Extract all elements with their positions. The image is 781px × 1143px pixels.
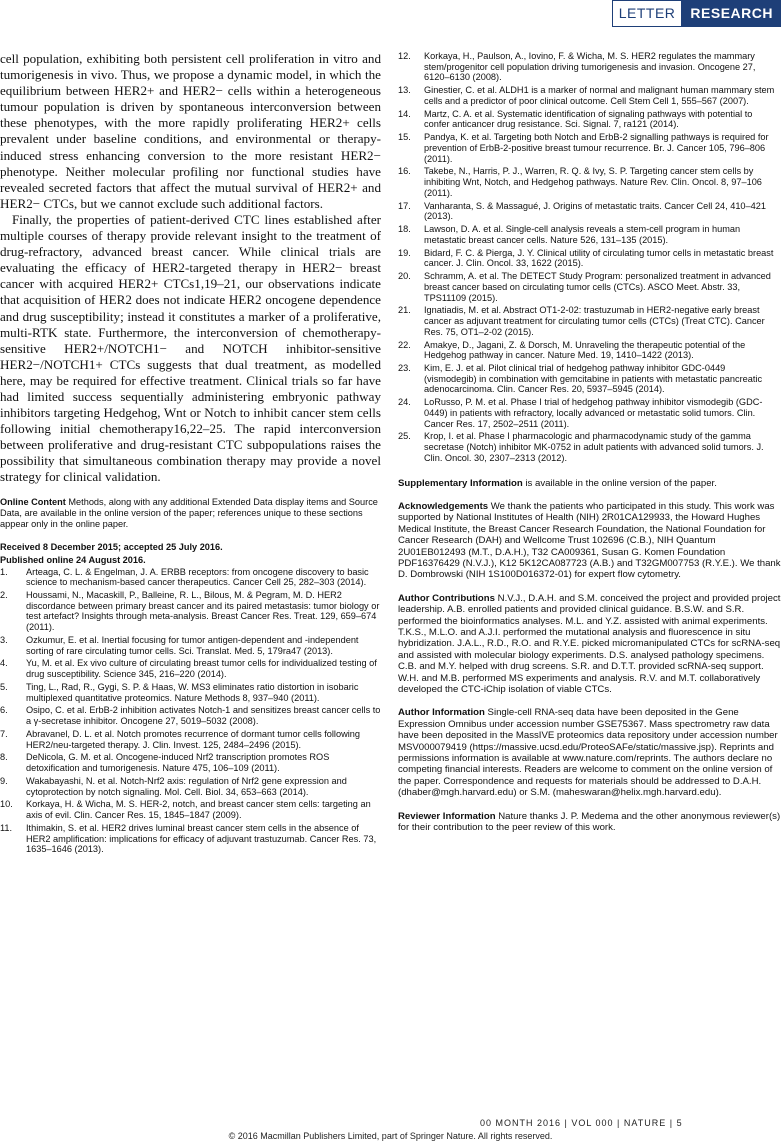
reference-item: 14. Martz, C. A. et al. Systematic identification of signaling pathways with potential to confer anticancer drug resistance. Sci. Signal. 7, ra121 (2014). [398, 108, 753, 130]
online-content-note [0, 497, 381, 531]
reference-item: 16. Takebe, N., Harris, P. J., Warren, R. Q. & Ivy, S. P. Targeting cancer stem cells by inhibiting Wnt, Notch, and Hedgehog pathways. Nature Rev. Clin. Oncol. 8, 97–106 (2011). [398, 166, 762, 198]
right-column [398, 51, 781, 834]
reference-item: 18. Lawson, D. A. et al. Single-cell analysis reveals a stem-cell program in human metastatic breast cancer cells. Nature 526, 131–135 (2015). [398, 224, 741, 245]
reference-item: 10. Korkaya, H. & Wicha, M. S. HER-2, notch, and breast cancer stem cells: targeting an axis of evil. Clin. Cancer Res. 15, 1845–1847 (2009). [0, 799, 371, 821]
reviewer-information [398, 811, 781, 834]
letter-label: LETTER [612, 0, 683, 27]
author-information-head: Author Information [398, 707, 485, 719]
reference-item: 6. Osipo, C. et al. ErbB-2 inhibition activates Notch-1 and sensitizes breast cancer cells to a γ-secretase inhibitor. Oncogene 27, 5019–5032 (2008). [0, 705, 381, 727]
references-left [0, 567, 381, 856]
received-date: Received 8 December 2015; accepted 25 July 2016. [0, 542, 223, 553]
reference-item: 7. Abravanel, D. L. et al. Notch promotes recurrence of dormant tumor cells following HER2/neu-targeted therapy. J. Clin. Invest. 125, 2484–2496 (2015). [0, 728, 360, 750]
reference-item: 17. Vanharanta, S. & Massagué, J. Origins of metastatic traits. Cancer Cell 24, 410–421 (2013). [398, 200, 766, 222]
published-date: Published online 24 August 2016. [0, 555, 146, 566]
acknowledgements [398, 501, 781, 581]
author-contributions [398, 593, 781, 696]
reference-item: 13. Ginestier, C. et al. ALDH1 is a marker of normal and malignant human mammary stem cells and a predictor of poor clinical outcome. Cell Stem Cell 1, 555–567 (2007). [398, 85, 775, 106]
online-content-head: Online Content [0, 496, 66, 507]
reference-item: 3. Ozkumur, E. et al. Inertial focusing for tumor antigen-dependent and -independent sorting of rare circulating tumor cells. Sci. Translat. Med. 5, 179ra47 (2013). [0, 634, 359, 656]
article-type-tag [612, 0, 781, 27]
reference-item: 5. Ting, L., Rad, R., Gygi, S. P. & Haas, W. MS3 eliminates ratio distortion in isobaric multiplexed quantitative proteomics. Nature Methods 8, 937–940 (2011). [0, 681, 359, 703]
online-content-text: Methods, along with any additional Extended Data display items and Source Data, are available in the online version of the paper; references unique to these sections appear only in the online paper. [0, 496, 378, 529]
supplementary-head: Supplementary Information [398, 477, 523, 489]
reference-item: 12. Korkaya, H., Paulson, A., Iovino, F. & Wicha, M. S. HER2 regulates the mammary stem/progenitor cell population driving tumorigenesis and invasion. Oncogene 27, 6120–6130 (2008). [398, 51, 756, 83]
reference-item: 22. Amakye, D., Jagani, Z. & Dorsch, M. Unraveling the therapeutic potential of the Hedgehog pathway in cancer. Nature Med. 19, 1410–1422 (2013). [398, 339, 746, 361]
reference-item: 20. Schramm, A. et al. The DETECT Study Program: personalized treatment in advanced breast cancer based on circulating tumor cells (CTCs). ASCO Meet. Abstr. 33, TPS11109 (2015). [398, 271, 771, 303]
author-contributions-head: Author Contributions [398, 592, 495, 604]
copyright-notice: © 2016 Macmillan Publishers Limited, part of Springer Nature. All rights reserved. [228, 1131, 553, 1141]
reference-item: 23. Kim, E. J. et al. Pilot clinical trial of hedgehog pathway inhibitor GDC-0449 (vismodegib) in combination with gemcitabine in patients with metastatic pancreatic adenocarcinoma. Clin. Cancer Res. 20, 5937–5945 (2014). [398, 363, 763, 395]
reference-item: 11. Ithimakin, S. et al. HER2 drives luminal breast cancer stem cells in the absence of HER2 amplification: implications for efficacy of adjuvant trastuzumab. Cancer Res. 73, 1635–1646 (2013). [0, 822, 377, 855]
research-label: RESEARCH [682, 0, 781, 27]
author-information-text: Single-cell RNA-seq data have been deposited in the Gene Expression Omnibus under accession number GSE75367. Mass spectrometry raw data have been deposited in the MassIVE proteomics data repository under accession number MSV000079419 (https://massive.ucsd.edu/ProteoSAFe/static/massive.jsp). Reprints and permissions information is available at www.nature.com/reprints. The authors declare no competing financial interests. Readers are welcome to comment on the online version of the paper. Correspondence and requests for materials should be addressed to D.A.H. (dhaber@mgh.harvard.edu) or S.M. (maheswaran@helix.mgh.harvard.edu). [398, 707, 778, 799]
acknowledgements-text: We thank the patients who participated in this study. This work was supported by National Institutes of Health (NIH) 2R01CA129933, the Howard Hughes Medical Institute, the Breast Cancer Research Foundation, the National Foundation for Cancer Research (DAH) and Wellcome Trust 102696 (C.B.), NIH Quantum 2U01EB012493 (M.T., D.A.H.), T32 CA009361, Susan G. Komen Foundation PDF16376429 (N.V.J.), K12 5K12CA087723 (A.B.) and T32GM007753 (R.Y.E.). We thank D. Dombrowski (NIH 1S100D016372-01) for expert flow cytometry. [398, 500, 781, 581]
reference-item: 15. Pandya, K. et al. Targeting both Notch and ErbB-2 signalling pathways is required for prevention of ErbB-2-positive breast tumour recurrence. Br. J. Cancer 105, 796–806 (2011). [398, 132, 769, 164]
reference-item: 9. Wakabayashi, N. et al. Notch-Nrf2 axis: regulation of Nrf2 gene expression and cytoprotection by notch signaling. Mol. Cell. Biol. 34, 653–663 (2014). [0, 775, 347, 797]
author-information [398, 707, 781, 798]
reference-item: 8. DeNicola, G. M. et al. Oncogene-induced Nrf2 transcription promotes ROS detoxification and tumorigenesis. Nature 475, 106–109 (2011). [0, 752, 330, 774]
body-paragraph-2: Finally, the properties of patient-derived CTC lines established after multiple courses of therapy provide relevant insight to the treatment of drug-refractory, advanced breast cancer. While clinical trials are evaluating the efficacy of HER2-targeted therapy in HER2− breast cancer with acquired HER2+ CTCs1,19–21, our observations indicate that acquisition of HER2 does not indicate HER2 oncogene dependence and drug susceptibility; instead it constitutes a marker of a proliferative, multi-RTK state. Furthermore, the interconversion of chemotherapy-sensitive HER2+/NOTCH1− and NOTCH inhibitor-sensitive HER2−/NOTCH1+ CTCs suggests that dual treatment, as modelled here, may be required for effective treatment. Clinical trials so far have had limited success sequentially administering embryonic pathway inhibitors targeting Hedgehog, Wnt or Notch to inhibit cancer stem cells following initial chemotherapy16,22–25. The rapid interconversion between proliferative and drug-resistant CTC subpopulations raises the possibility that simultaneous combination therapy may provide a novel strategy for clinical validation. [0, 211, 381, 485]
reference-item: 24. LoRusso, P. M. et al. Phase I trial of hedgehog pathway inhibitor vismodegib (GDC-0449) in patients with refractory, locally advanced or metastatic solid tumors. Clin. Cancer Res. 17, 2502–2511 (2011). [398, 397, 763, 429]
references-right [398, 51, 781, 464]
supplementary-info [398, 478, 781, 489]
reference-item: 21. Ignatiadis, M. et al. Abstract OT1-2-02: trastuzumab in HER2-negative early breast cancer as adjuvant treatment for circulating tumor cells (CTCs) (Treat CTC). Cancer Res. 75, OT1–2-02 (2015). [398, 305, 765, 337]
supplementary-text: is available in the online version of the paper. [522, 477, 717, 489]
reviewer-information-text: Nature thanks J. P. Medema and the other anonymous reviewer(s) for their contribution to the peer review of this work. [398, 810, 781, 834]
reference-item: 25. Krop, I. et al. Phase I pharmacologic and pharmacodynamic study of the gamma secretase (Notch) inhibitor MK-0752 in adult patients with advanced solid tumors. J. Clin. Oncol. 30, 2307–2313 (2012). [398, 431, 764, 463]
reference-item: 19. Bidard, F. C. & Pierga, J. Y. Clinical utility of circulating tumor cells in metastatic breast cancer. J. Clin. Oncol. 33, 1622 (2015). [398, 247, 774, 269]
page-footer-issue: 00 MONTH 2016 | VOL 000 | NATURE | 5 [480, 1118, 683, 1128]
left-column [0, 51, 381, 857]
reference-item: 4. Yu, M. et al. Ex vivo culture of circulating breast tumor cells for individualized testing of drug susceptibility. Science 345, 216–220 (2014). [0, 658, 377, 680]
author-contributions-text: N.V.J., D.A.H. and S.M. conceived the project and provided project leadership. A.B. enrolled patients and provided clinical guidance. B.S.W. and S.R. performed the bioinformatics analyses. M.L. and Y.Z. assisted with animal experiments. T.K.S., M.L.O. and A.J.I. performed the mutational analysis and fluorescence in situ hybridization. J.A.L., R.D., R.O. and R.Y.E. picked micromanipulated CTCs for scRNA-seq and assisted with molecular biology experiments. D.S. analysed pathology specimens. C.B. and M.Y. helped with drug screens. S.R. and D.T.T. provided scRNA-seq support. W.H. and M.B. performed MS experiments and analysis. R.V. and M.T. collaboratively developed the CTC-iChip isolation of viable CTCs. [398, 592, 781, 696]
body-paragraph-1: cell population, exhibiting both persistent cell proliferation in vitro and tumorigenesis in vivo. Thus, we propose a dynamic model, in which the equilibrium between HER2+ and HER2− cells within a heterogeneous tumour population is driven by spontaneous interconversion between these phenotypes, with the more rapidly proliferating HER2+ cells prevalent under baseline conditions, and environmental or therapy-induced stress enhancing conversion to the more resistant HER2− phenotype. Neither molecular profiling nor functional studies have revealed secreted factors that affect the mutual survival of HER2+ and HER2− CTCs, but we cannot exclude such additional factors. [0, 51, 381, 211]
reference-item: 1. Arteaga, C. L. & Engelman, J. A. ERBB receptors: from oncogene discovery to basic science to mechanism-based cancer therapeutics. Cancer Cell 25, 282–303 (2014). [0, 566, 369, 588]
acknowledgements-head: Acknowledgements [398, 500, 489, 512]
reference-item: 2. Houssami, N., Macaskill, P., Balleine, R. L., Bilous, M. & Pegram, M. D. HER2 discordance between primary breast cancer and its paired metastasis: tumor biology or test artefact? Insights through meta-analysis. Breast Cancer Res. Treat. 129, 659–674 (2011). [0, 590, 380, 633]
reviewer-information-head: Reviewer Information [398, 810, 496, 822]
